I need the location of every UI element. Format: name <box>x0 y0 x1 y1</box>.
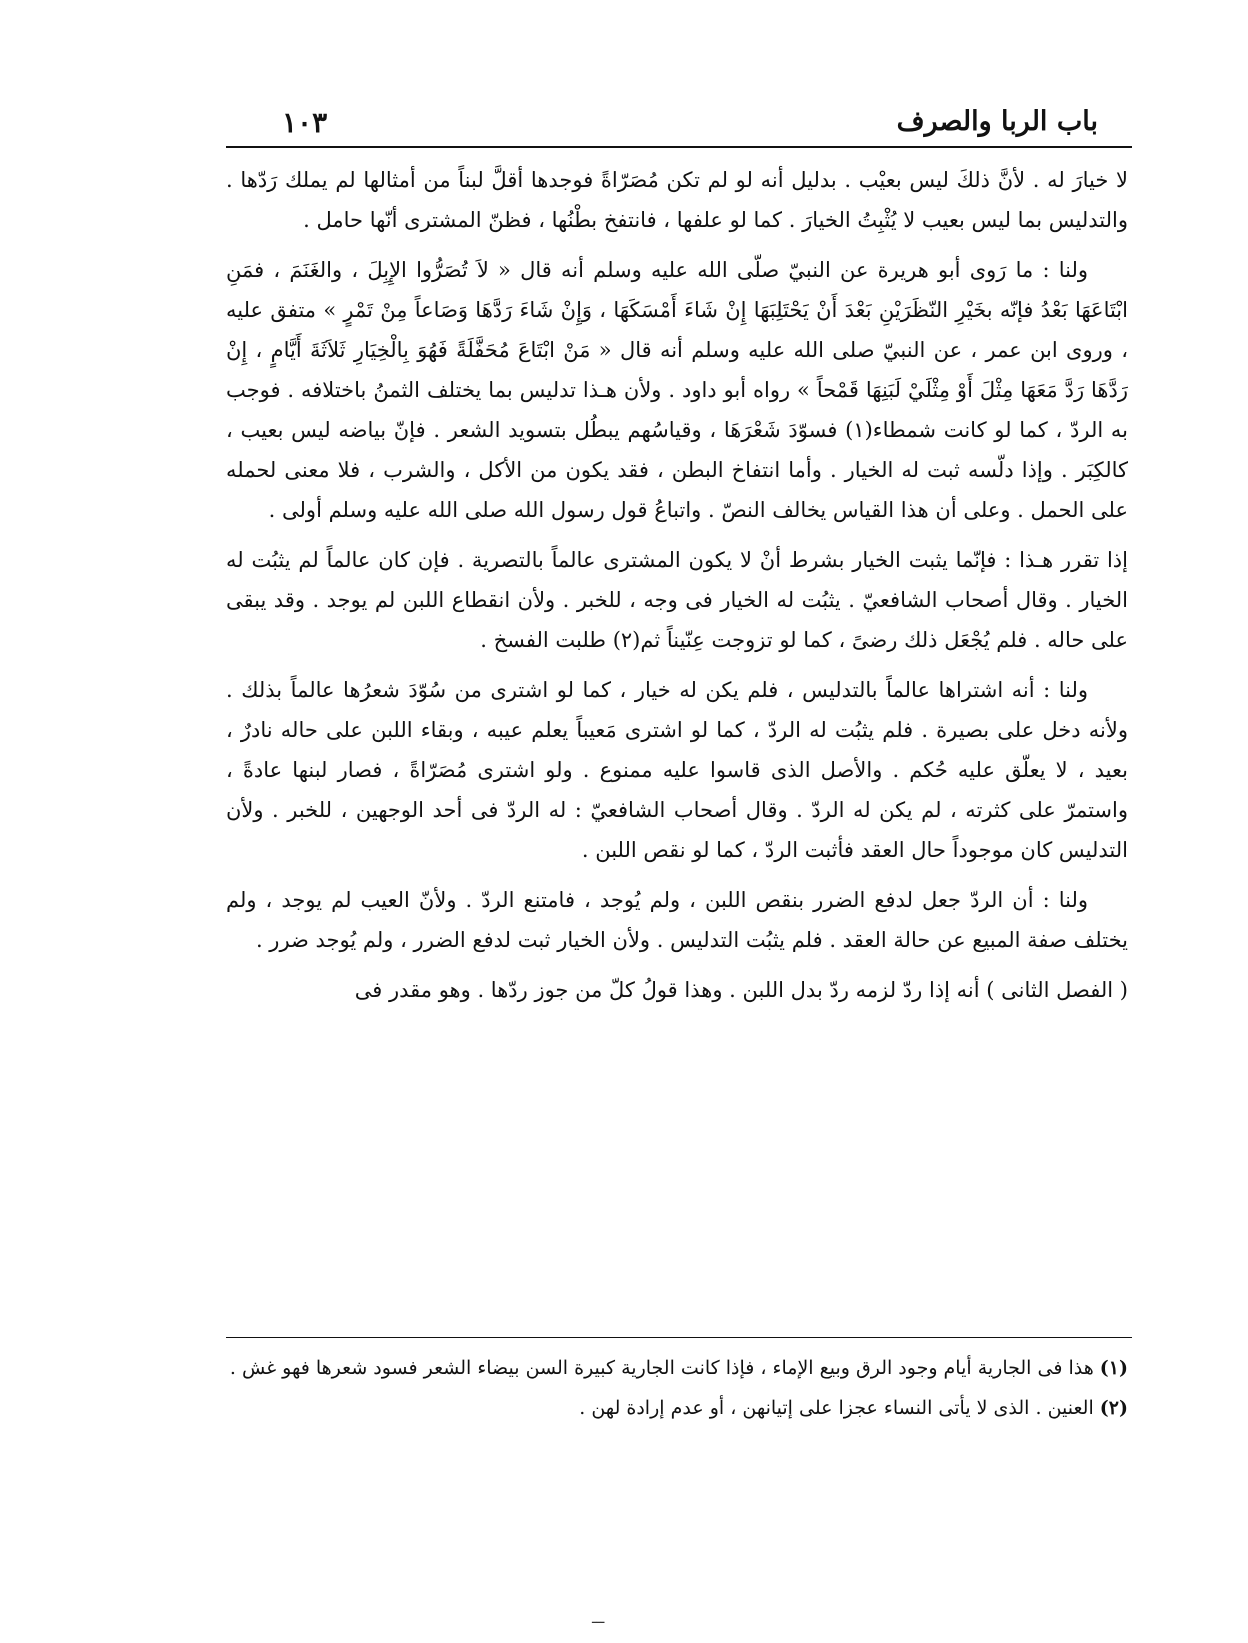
paragraph: ولنا : ما رَوى أبو هريرة عن النبيّ صلّى الله عليه وسلم أنه قال « لاَ تُصَرُّوا الإِبِلَ ، والغَنَمَ ، فمَنِ ابْتَاعَهَا بَعْدُ فإنّه بخَيْرِ النّظَرَيْنِ بَعْدَ أَنْ يَحْتَلِبَهَا إِنْ شَاءَ أَمْسَكَهَا ، وَإِنْ شَاءَ رَدَّهَا وَصَاعاً مِنْ تَمْرٍ » متفق عليه ، وروى ابن عمر ، عن النبيّ صلى الله عليه وسلم أنه قال « مَنْ ابْتَاعَ مُحَفَّلَةً فَهُوَ بِالْخِيَارِ ثَلاَثَةَ أَيَّامٍ ، إِنْ رَدَّهَا رَدَّ مَعَهَا مِثْلَ أَوْ مِثْلَيْ لَبَنِهَا قَمْحاً » رواه أبو داود . ولأن هـذا تدليس بما يختلف الثمنُ باختلافه . فوجب به الردّ ، كما لو كانت شمطاء(١) فسوّدَ شَعْرَهَا ، وقياسُهم يبطُل بتسويد الشعر . فإنّ بياضه ليس بعيب ، كالكِبَر . وإذا دلّسه ثبت له الخيار . وأما انتفاخ البطن ، فقد يكون من الأكل ، والشرب ، فلا معنى لحمله على الحمل . وعلى أن هذا القياس يخالف النصّ . واتباعُ قول رسول الله صلى الله عليه وسلم أولى . <box>226 258 1128 522</box>
page-bottom-mark: ـــ <box>592 1611 605 1627</box>
chapter-title: باب الربا والصرف <box>896 106 1098 137</box>
page-number: ١٠٣ <box>282 106 328 139</box>
footnote-text: العنين . الذى لا يأتى النساء عجزا على إتيانهن ، أو عدم إرادة لهن . <box>579 1397 1094 1419</box>
footnote-2 <box>226 1390 1128 1426</box>
paragraph: ولنا : أنه اشتراها عالماً بالتدليس ، فلم يكن له خيار ، كما لو اشترى من سُوّدَ شعرُها عالماً بذلك . ولأنه دخل على بصيرة . فلم يثبُت له الردّ ، كما لو اشترى مَعيباً يعلم عيبه ، وبقاء اللبن على حاله نادرٌ ، بعيد ، لا يعلّق عليه حُكم . والأصل الذى قاسوا عليه ممنوع . ولو اشترى مُصَرّاةً ، فصار لبنها عادةً ، واستمرّ على كثرته ، لم يكن له الردّ . وقال أصحاب الشافعيّ : له الردّ فى أحد الوجهين ، للخبر . ولأن التدليس كان موجوداً حال العقد فأثبت الردّ ، كما لو نقص اللبن . <box>226 678 1128 862</box>
footnote-divider <box>226 1337 1132 1338</box>
page-header <box>226 100 1132 146</box>
paragraph: ولنا : أن الردّ جعل لدفع الضرر بنقص اللبن ، ولم يُوجد ، فامتنع الردّ . ولأنّ العيب لم يوجد ، ولم يختلف صفة المبيع عن حالة العقد . فلم يثبُت التدليس . ولأن الخيار ثبت لدفع الضرر ، ولم يُوجد ضرر . <box>226 888 1128 952</box>
footnote-marker: (١) <box>1099 1357 1128 1379</box>
footnote-1 <box>226 1350 1128 1386</box>
header-divider <box>226 146 1132 148</box>
footnotes <box>226 1350 1128 1430</box>
paragraph: لا خيارَ له . لأنَّ ذلكَ ليس بعيْب . بدليل أنه لو لم تكن مُصَرّاةً فوجدها أقلَّ لبناً من أمثالها لم يملك رَدّها . والتدليس بما ليس بعيب لا يُثْبِتُ الخيارَ . كما لو علفها ، فانتفخ بطْنُها ، فظنّ المشترى أنّها حامل . <box>226 168 1128 232</box>
paragraph: ( الفصل الثانى ) أنه إذا ردّ لزمه ردّ بدل اللبن . وهذا قولُ كلّ من جوز ردّها . وهو مقدر فى <box>354 978 1128 1002</box>
footnote-marker: (٢) <box>1099 1397 1128 1419</box>
main-text <box>226 160 1128 1020</box>
footnote-text: هذا فى الجارية أيام وجود الرق وبيع الإماء ، فإذا كانت الجارية كبيرة السن بيضاء الشعر فسود شعرها فهو غش . <box>229 1357 1094 1379</box>
paragraph: إذا تقرر هـذا : فإنّما يثبت الخيار بشرط أنْ لا يكون المشترى عالماً بالتصرية . فإن كان عالماً لم يثبُت له الخيار . وقال أصحاب الشافعيّ . يثبُت له الخيار فى وجه ، للخبر . ولأن انقطاع اللبن لم يوجد . وقد يبقى على حاله . فلم يُجْعَل ذلك رضىً ، كما لو تزوجت عِنّيناً ثم(٢) طلبت الفسخ . <box>226 548 1128 652</box>
